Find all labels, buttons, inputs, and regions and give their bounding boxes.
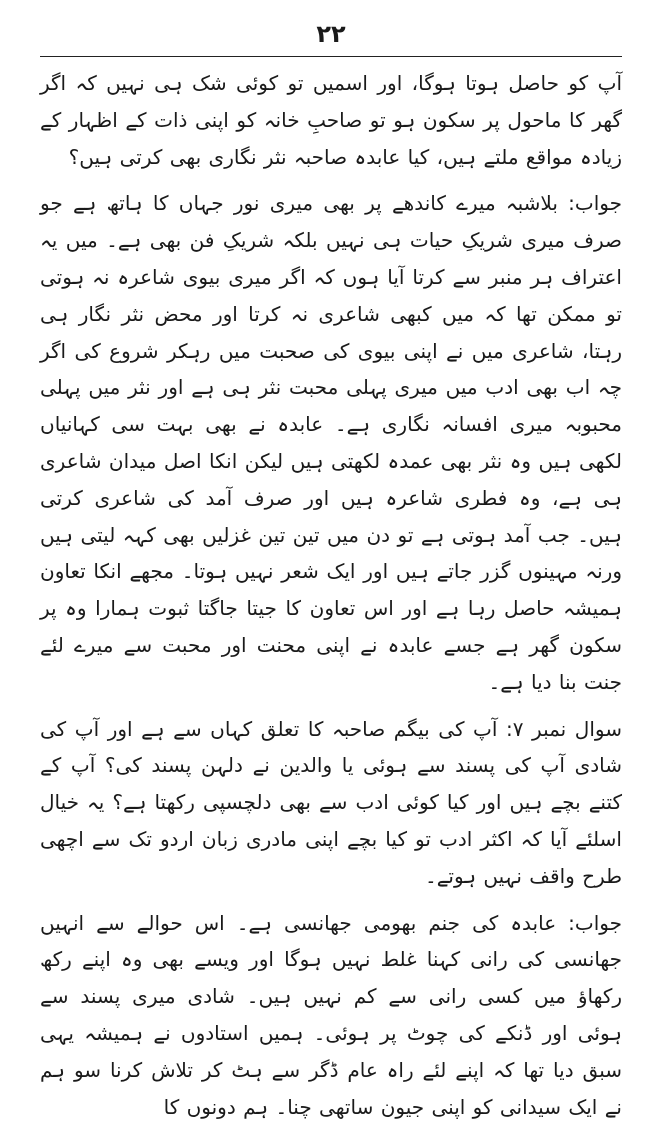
paragraph-answer-2: جواب: عابدہ کی جنم بھومی جھانسی ہے۔ اس حوالے سے انہیں جھانسی کی رانی کہنا غلط نہیں ہوگا اور ویسے بھی وہ اپنے رکھ رکھاؤ میں کسی رانی سے کم نہیں ہیں۔ شادی میری پسند سے ہوئی اور ڈنکے کی چوٹ پر ہوئی۔ ہمیں استادوں نے ہمیشہ یہی سبق دیا تھا کہ اپنے لئے راہ عام ڈگر سے ہٹ کر تلاش کرنا سو ہم نے ایک سیدانی کو اپنی جیون ساتھی چنا۔ ہم دونوں کا [40, 910, 622, 1119]
page-number: ۲۲ [316, 20, 346, 48]
book-page [0, 14, 660, 1119]
page-body [40, 65, 622, 1125]
paragraph-question-7: سوال نمبر ۷: آپ کی بیگم صاحبہ کا تعلق کہاں سے ہے اور آپ کی شادی آپ کی پسند سے ہوئی یا والدین نے دلہن پسند کی؟ آپ کے کتنے بچے ہیں اور کیا کوئی ادب سے بھی دلچسپی رکھتا ہے؟ یہ خیال اسلئے آیا کہ اکثر ادب تو کیا بچے اپنی مادری زبان اردو تک سے اچھی طرح واقف نہیں ہوتے۔ [40, 716, 622, 888]
paragraph-answer-1: جواب: بلاشبہ میرے کاندھے پر بھی میری نور جہاں کا ہاتھ ہے جو صرف میری شریکِ حیات ہی نہیں بلکہ شریکِ فن بھی ہے۔ میں یہ اعتراف ہر منبر سے کرتا آیا ہوں کہ اگر میری بیوی شاعرہ نہ ہوتی تو ممکن تھا کہ میں کبھی شاعری نہ کرتا اور محض نثر نگار ہی رہتا، شاعری میں نے اپنی بیوی کی صحبت میں رہکر شروع کی اگر چہ اب بھی ادب میں میری پہلی محبت نثر ہی ہے اور نثر میں پہلی محبوبہ میری افسانہ نگاری ہے۔ عابدہ نے بھی بہت سی کہانیاں لکھی ہیں وہ نثر بھی عمدہ لکھتی ہیں لیکن انکا اصل میدان شاعری ہی ہے، وہ فطری شاعرہ ہیں اور صرف آمد کی شاعری کرتی ہیں۔ جب آمد ہوتی ہے تو دن میں تین تین غزلیں بھی کہہ لیتی ہیں ورنہ مہینوں گزر جاتے ہیں اور ایک شعر نہیں ہوتا۔ مجھے انکا تعاون ہمیشہ حاصل رہا ہے اور اس تعاون کا جیتا جاگتا ثبوت ہمارا وہ پر سکون گھر ہے جسے عابدہ نے اپنی محنت اور محبت سے میرے لئے جنت بنا دیا ہے۔ [40, 191, 622, 694]
paragraph-continuation: آپ کو حاصل ہوتا ہوگا، اور اسمیں تو کوئی شک ہی نہیں کہ اگر گھر کا ماحول پر سکون ہو تو صاحبِ خانہ کو اپنی ذات کے اظہار کے زیادہ مواقع ملتے ہیں، کیا عابدہ صاحبہ نثر نگاری بھی کرتی ہیں؟ [40, 71, 622, 169]
header-rule [40, 56, 622, 57]
